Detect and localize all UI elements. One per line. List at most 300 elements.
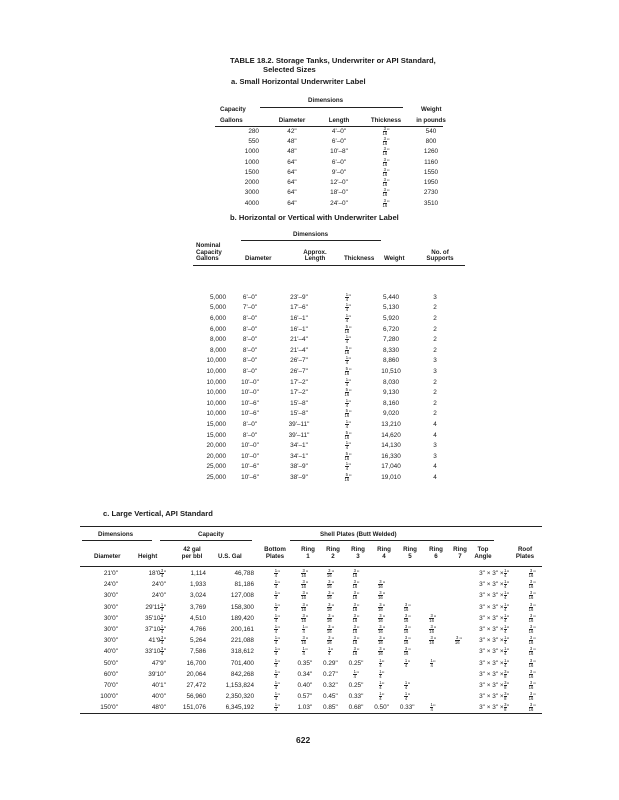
ring-6-cell bbox=[420, 680, 446, 691]
length-cell: 15'–8" bbox=[290, 399, 308, 407]
fraction: $\frac{3}{16}$ bbox=[528, 635, 534, 646]
table-row bbox=[80, 680, 547, 691]
bottom-cell: $\frac{1}{4}$ " bbox=[274, 679, 280, 690]
roof-cell: $\frac{3}{16}$ " bbox=[528, 590, 536, 601]
bbl-cell: 16,700 bbox=[186, 659, 206, 667]
gallons-cell: 5,000 bbox=[210, 304, 226, 312]
fraction: $\frac{1}{4}$ bbox=[504, 568, 507, 579]
supports-cell: 4 bbox=[433, 473, 437, 481]
diameter-cell: 48" bbox=[287, 137, 297, 145]
supports-cell: 2 bbox=[433, 378, 437, 386]
section-c-header-plates: Plates bbox=[265, 552, 285, 560]
weight-cell: 16,330 bbox=[381, 452, 401, 460]
ring-7-cell bbox=[446, 579, 472, 590]
fraction: $\frac{3}{16}$ bbox=[429, 635, 434, 646]
diameter-cell: 8'–0" bbox=[242, 431, 258, 439]
section-c-header-usgal: U.S. Gal bbox=[218, 553, 242, 560]
ring-6-cell bbox=[420, 568, 446, 579]
fraction: $\frac{5}{16}$ bbox=[344, 408, 350, 419]
gallons-cell: 1000 bbox=[244, 148, 259, 156]
fraction: $\frac{3}{16}$ bbox=[403, 612, 409, 623]
thickness-cell: $\frac{3}{16}$ " bbox=[382, 125, 390, 136]
ring-4-cell: $\frac{3}{16}$ " bbox=[378, 601, 386, 612]
fraction: $\frac{1}{2}$ bbox=[160, 612, 164, 623]
fraction: $\frac{3}{16}$ bbox=[352, 612, 358, 623]
gallons-cell: 5,000 bbox=[210, 293, 226, 301]
length-cell: 17'–6" bbox=[290, 304, 308, 312]
fraction: $\frac{3}{16}$ bbox=[326, 568, 332, 579]
section-c-top-rule bbox=[80, 526, 542, 527]
thickness-cell: $\frac{1}{4}$ " bbox=[345, 440, 351, 451]
top-angle-cell: 3" × 3" × $\frac{1}{4}$ " bbox=[479, 657, 510, 668]
table-row bbox=[196, 292, 460, 303]
ring-label: Ring bbox=[453, 546, 467, 553]
fraction: $\frac{1}{4}$ bbox=[379, 679, 382, 690]
table-row bbox=[196, 398, 460, 409]
ring-2-cell: $\frac{3}{16}$ " bbox=[326, 579, 334, 590]
fraction: $\frac{3}{16}$ bbox=[403, 646, 409, 657]
fraction: $\frac{3}{16}$ bbox=[382, 135, 388, 146]
fraction: $\frac{1}{4}$ bbox=[345, 291, 349, 302]
ring-3-cell: $\frac{3}{16}$ " bbox=[352, 601, 360, 612]
fraction: $\frac{3}{16}$ bbox=[378, 635, 383, 646]
section-c-heading: c. Large Vertical, API Standard bbox=[103, 509, 213, 518]
gallons-cell: 10,000 bbox=[206, 410, 226, 418]
ring-7-cell bbox=[446, 613, 472, 624]
table-row bbox=[80, 669, 547, 680]
fraction: $\frac{1}{4}$ bbox=[328, 646, 331, 657]
ring-3-cell: $\frac{1}{4}$ " bbox=[353, 668, 359, 679]
bbl-cell: 4,510 bbox=[190, 614, 206, 622]
fraction: $\frac{3}{16}$ bbox=[352, 579, 358, 590]
ring-2-cell: $\frac{3}{16}$ " bbox=[326, 601, 334, 612]
section-a-header-capacity: Capacity bbox=[220, 106, 246, 113]
fraction: $\frac{1}{4}$ bbox=[504, 612, 507, 623]
fraction: $\frac{3}{16}$ bbox=[352, 646, 358, 657]
gal-cell: 2,350,320 bbox=[225, 693, 254, 701]
ring-1-cell: 0.35" bbox=[297, 659, 313, 667]
length-cell: 23'–9" bbox=[290, 293, 308, 301]
thickness-cell: $\frac{3}{16}$ " bbox=[382, 156, 390, 167]
fraction: $\frac{1}{4}$ bbox=[504, 579, 507, 590]
weight-cell: 1950 bbox=[423, 179, 439, 187]
section-c-header-ring-5 bbox=[400, 547, 420, 560]
thickness-cell: $\frac{5}{16}$ " bbox=[344, 429, 352, 440]
ring-2-cell: $\frac{3}{16}$ " bbox=[326, 612, 334, 623]
table-row bbox=[196, 345, 460, 356]
section-a-header-weight: Weight bbox=[421, 106, 442, 113]
section-a-table bbox=[215, 114, 453, 208]
section-a-header-rule bbox=[215, 126, 443, 127]
weight-cell: 5,440 bbox=[383, 293, 399, 301]
weight-cell: 1260 bbox=[423, 148, 439, 156]
supports-cell: 2 bbox=[433, 410, 437, 418]
fraction: $\frac{1}{4}$ bbox=[345, 440, 349, 451]
ring-label: Ring bbox=[326, 546, 340, 553]
gallons-cell: 10,000 bbox=[206, 367, 226, 375]
fraction: $\frac{1}{4}$ bbox=[345, 461, 349, 472]
length-cell: 21'–4" bbox=[290, 346, 308, 354]
fraction: $\frac{3}{16}$ bbox=[301, 612, 306, 623]
fraction: $\frac{1}{4}$ bbox=[302, 646, 305, 657]
bottom-cell: $\frac{1}{4}$ " bbox=[274, 579, 280, 590]
fraction: $\frac{1}{4}$ bbox=[274, 679, 278, 690]
table-row bbox=[80, 646, 547, 657]
length-cell: 24'–0" bbox=[330, 199, 348, 207]
fraction: $\frac{1}{4}$ bbox=[345, 302, 349, 313]
table-row bbox=[196, 462, 460, 473]
ring-1-cell: 0.40" bbox=[297, 681, 313, 689]
ring-1-cell: 0.57" bbox=[297, 693, 313, 701]
fraction: $\frac{3}{16}$ bbox=[352, 601, 358, 612]
fraction: $\frac{3}{4}$ bbox=[160, 646, 164, 657]
ring-5-cell: $\frac{3}{16}$ " bbox=[403, 601, 411, 612]
supports-cell: 3 bbox=[433, 357, 437, 365]
table-title-line1: TABLE 18.2. Storage Tanks, Underwriter or API Standard, bbox=[230, 56, 436, 65]
bbl-cell: 7,586 bbox=[190, 648, 206, 656]
gal-cell: 842,268 bbox=[230, 670, 254, 678]
table-row bbox=[215, 188, 453, 198]
fraction: $\frac{3}{16}$ bbox=[528, 601, 534, 612]
roof-cell: $\frac{3}{16}$ " bbox=[528, 668, 536, 679]
weight-cell: 5,130 bbox=[383, 304, 399, 312]
diameter-cell: 70'0" bbox=[103, 681, 118, 689]
diameter-cell: 48" bbox=[287, 148, 297, 156]
fraction: $\frac{3}{16}$ bbox=[528, 590, 534, 601]
ring-1-cell: $\frac{3}{16}$ " bbox=[301, 612, 309, 623]
section-b-header-capacity: Capacity bbox=[196, 248, 222, 256]
ring-number: 4 bbox=[382, 552, 386, 560]
fraction: $\frac{3}{4}$ bbox=[160, 568, 164, 579]
gal-cell: 200,161 bbox=[230, 626, 254, 634]
diameter-cell: 42" bbox=[287, 127, 297, 135]
weight-cell: 9,130 bbox=[383, 389, 399, 397]
fraction: $\frac{1}{4}$ bbox=[504, 601, 507, 612]
diameter-cell: 10'–0" bbox=[241, 389, 259, 397]
fraction: $\frac{1}{4}$ bbox=[353, 668, 357, 679]
thickness-cell: $\frac{1}{4}$ " bbox=[345, 312, 351, 323]
top-angle-cell: 3" × 3" × $\frac{3}{8}$ " bbox=[479, 668, 510, 679]
ring-4-cell: $\frac{1}{4}$ " bbox=[379, 679, 385, 690]
top-angle-cell: 3" × 3" × $\frac{3}{8}$ " bbox=[479, 691, 510, 702]
section-b-header-rule bbox=[193, 265, 465, 266]
fraction: $\frac{3}{16}$ bbox=[301, 568, 306, 579]
section-c-header-42gal: 42 gal bbox=[183, 546, 201, 553]
supports-cell: 4 bbox=[433, 420, 437, 428]
table-row bbox=[196, 472, 460, 483]
roof-cell: $\frac{3}{16}$ " bbox=[528, 624, 536, 635]
supports-cell: 2 bbox=[433, 325, 437, 333]
diameter-cell: 60'0" bbox=[103, 670, 118, 678]
section-c-header-bottom: Bottom bbox=[264, 546, 286, 553]
fraction: $\frac{3}{16}$ bbox=[352, 590, 358, 601]
ring-6-cell: $\frac{3}{16}$ " bbox=[429, 624, 437, 635]
bottom-cell: $\frac{1}{4}$ " bbox=[274, 590, 280, 601]
table-title bbox=[230, 56, 436, 74]
ring-1-cell: $\frac{3}{16}$ " bbox=[301, 579, 309, 590]
thickness-cell: $\frac{1}{4}$ " bbox=[345, 461, 351, 472]
fraction: $\frac{1}{4}$ bbox=[345, 418, 349, 429]
supports-cell: 2 bbox=[433, 346, 437, 354]
section-b-header-length: Length bbox=[304, 255, 326, 262]
ring-7-cell bbox=[446, 669, 472, 680]
thickness-cell: $\frac{1}{4}$ " bbox=[345, 291, 351, 302]
ring-2-cell: $\frac{3}{16}$ " bbox=[326, 624, 334, 635]
ring-2-cell: 0.32" bbox=[323, 681, 338, 689]
bottom-cell: $\frac{1}{4}$ " bbox=[274, 612, 280, 623]
thickness-cell: $\frac{3}{16}$ " bbox=[382, 187, 390, 198]
length-cell: 12'–0" bbox=[330, 179, 348, 187]
roof-cell: $\frac{3}{16}$ " bbox=[528, 691, 536, 702]
table-row bbox=[196, 303, 460, 314]
section-b-header-nominal: Nominal bbox=[196, 242, 221, 249]
supports-cell: 2 bbox=[433, 399, 437, 407]
section-a-body bbox=[215, 126, 453, 208]
table-row bbox=[80, 702, 547, 713]
thickness-cell: $\frac{3}{16}$ " bbox=[382, 146, 390, 157]
fraction: $\frac{1}{4}$ bbox=[160, 624, 164, 635]
table-row bbox=[80, 590, 547, 601]
table-row bbox=[80, 579, 547, 590]
diameter-cell: 64" bbox=[287, 179, 297, 187]
bottom-cell: $\frac{1}{4}$ " bbox=[274, 702, 280, 713]
table-row bbox=[215, 177, 453, 187]
weight-cell: 7,280 bbox=[383, 336, 399, 344]
fraction: $\frac{3}{16}$ bbox=[378, 579, 383, 590]
fraction: $\frac{1}{4}$ bbox=[430, 657, 433, 668]
section-c-header-angle: Angle bbox=[474, 552, 492, 560]
fraction: $\frac{1}{4}$ bbox=[379, 668, 382, 679]
gallons-cell: 15,000 bbox=[206, 420, 226, 428]
bbl-cell: 4,766 bbox=[190, 626, 206, 634]
length-cell: 6'–0" bbox=[331, 137, 347, 145]
section-c-table bbox=[80, 568, 547, 713]
section-c-header-ring-7 bbox=[450, 547, 470, 560]
table-row bbox=[196, 356, 460, 367]
gal-cell: 127,008 bbox=[230, 592, 254, 600]
ring-number: 3 bbox=[356, 552, 360, 560]
roof-cell: $\frac{3}{16}$ " bbox=[528, 657, 536, 668]
section-c-group-dimensions: Dimensions bbox=[98, 531, 134, 538]
gal-cell: 81,186 bbox=[234, 581, 254, 589]
section-c-group-shell: Shell Plates (Butt Welded) bbox=[320, 531, 397, 538]
diameter-cell: 30'0" bbox=[103, 614, 118, 622]
height-cell: 24'0" bbox=[151, 581, 166, 589]
fraction: $\frac{3}{16}$ bbox=[429, 624, 434, 635]
diameter-cell: 10'–0" bbox=[241, 442, 259, 450]
supports-cell: 2 bbox=[433, 336, 437, 344]
fraction: $\frac{3}{16}$ bbox=[528, 691, 534, 702]
fraction: $\frac{1}{4}$ bbox=[379, 691, 382, 702]
table-row bbox=[196, 324, 460, 335]
section-c-dim-rule bbox=[82, 540, 152, 541]
ring-4-cell: $\frac{3}{16}$ " bbox=[378, 590, 386, 601]
ring-2-cell: $\frac{3}{16}$ " bbox=[326, 635, 334, 646]
fraction: $\frac{1}{4}$ bbox=[430, 702, 433, 713]
gal-cell: 6,345,192 bbox=[225, 704, 254, 712]
height-cell: 35'10 $\frac{1}{2}$ " bbox=[144, 612, 166, 623]
ring-4-cell: $\frac{3}{16}$ " bbox=[378, 579, 386, 590]
fraction: $\frac{3}{16}$ bbox=[528, 624, 534, 635]
roof-cell: $\frac{3}{16}$ " bbox=[528, 601, 536, 612]
fraction: $\frac{3}{4}$ bbox=[160, 635, 164, 646]
fraction: $\frac{3}{16}$ bbox=[528, 612, 534, 623]
ring-label: Ring bbox=[301, 546, 315, 553]
length-cell: 34'–1" bbox=[290, 452, 308, 460]
bbl-cell: 3,769 bbox=[190, 603, 206, 611]
ring-3-cell: $\frac{3}{16}$ " bbox=[352, 624, 360, 635]
thickness-cell: $\frac{1}{4}$ " bbox=[345, 334, 351, 345]
ring-2-cell: 0.85" bbox=[323, 704, 338, 712]
fraction: $\frac{1}{4}$ bbox=[345, 376, 349, 387]
supports-cell: 4 bbox=[433, 431, 437, 439]
fraction: $\frac{3}{16}$ bbox=[528, 646, 534, 657]
gallons-cell: 280 bbox=[248, 127, 259, 135]
ring-4-cell: $\frac{3}{16}$ " bbox=[378, 646, 386, 657]
ring-3-cell: $\frac{3}{16}$ " bbox=[352, 590, 360, 601]
top-angle-cell: 3" × 3" × $\frac{1}{4}$ " bbox=[479, 601, 510, 612]
table-row bbox=[196, 313, 460, 324]
table-row bbox=[80, 658, 547, 669]
bbl-cell: 1,933 bbox=[190, 581, 206, 589]
height-cell: 40'0" bbox=[151, 693, 166, 701]
ring-5-cell bbox=[394, 579, 420, 590]
fraction: $\frac{1}{4}$ bbox=[274, 668, 278, 679]
top-angle-cell: 3" × 3" × $\frac{1}{4}$ " bbox=[479, 624, 510, 635]
fraction: $\frac{5}{16}$ bbox=[344, 450, 350, 461]
gal-cell: 701,400 bbox=[230, 659, 254, 667]
fraction: $\frac{3}{16}$ bbox=[378, 612, 383, 623]
section-c-headers bbox=[80, 543, 542, 565]
ring-4-cell: $\frac{3}{16}$ " bbox=[378, 635, 386, 646]
gallons-cell: 10,000 bbox=[206, 389, 226, 397]
diameter-cell: 21'0" bbox=[103, 570, 118, 578]
fraction: $\frac{3}{16}$ bbox=[403, 635, 409, 646]
top-angle-cell: 3" × 3" × $\frac{3}{8}$ " bbox=[479, 702, 510, 713]
diameter-cell: 100'0" bbox=[100, 693, 118, 701]
ring-2-cell: 0.45" bbox=[323, 693, 338, 701]
supports-cell: 3 bbox=[433, 367, 437, 375]
ring-1-cell: $\frac{1}{4}$ " bbox=[302, 646, 308, 657]
gallons-cell: 550 bbox=[248, 137, 259, 145]
gal-cell: 318,612 bbox=[230, 648, 254, 656]
section-c-header-height: Height bbox=[138, 553, 158, 560]
supports-cell: 3 bbox=[433, 452, 437, 460]
section-c-header-ring-4 bbox=[374, 547, 394, 560]
length-cell: 38'–9" bbox=[290, 463, 308, 471]
table-row bbox=[80, 624, 547, 635]
fraction: $\frac{3}{8}$ bbox=[504, 691, 507, 702]
gallons-cell: 25,000 bbox=[206, 463, 226, 471]
fraction: $\frac{1}{4}$ bbox=[274, 635, 278, 646]
fraction: $\frac{1}{4}$ bbox=[345, 312, 349, 323]
height-cell: 47'9" bbox=[151, 659, 166, 667]
diameter-cell: 8'–0" bbox=[242, 357, 258, 365]
ring-3-cell: 0.33" bbox=[348, 693, 364, 701]
fraction: $\frac{1}{4}$ bbox=[274, 590, 278, 601]
height-cell: 40'1" bbox=[151, 681, 166, 689]
ring-2-cell: $\frac{3}{16}$ " bbox=[326, 568, 334, 579]
fraction: $\frac{3}{16}$ bbox=[382, 156, 388, 167]
section-a-heading: a. Small Horizontal Underwriter Label bbox=[231, 77, 366, 86]
bbl-cell: 20,064 bbox=[186, 670, 206, 678]
top-angle-cell: 3" × 3" × $\frac{1}{4}$ " bbox=[479, 635, 510, 646]
diameter-cell: 6'–0" bbox=[242, 293, 258, 301]
bottom-cell: $\frac{1}{4}$ " bbox=[274, 668, 280, 679]
length-cell: 21'–4" bbox=[290, 336, 308, 344]
ring-6-cell bbox=[420, 590, 446, 601]
thickness-cell: $\frac{1}{4}$ " bbox=[345, 355, 351, 366]
weight-cell: 8,860 bbox=[383, 357, 399, 365]
ring-7-cell: $\frac{3}{16}$ " bbox=[454, 635, 462, 646]
section-b-header-thickness: Thickness bbox=[344, 255, 375, 262]
fraction: $\frac{3}{16}$ bbox=[382, 197, 388, 208]
table-row bbox=[196, 440, 460, 451]
fraction: $\frac{3}{8}$ bbox=[504, 679, 507, 690]
thickness-cell: $\frac{5}{16}$ " bbox=[344, 450, 352, 461]
gallons-cell: 2000 bbox=[244, 179, 259, 187]
weight-cell: 14,620 bbox=[381, 431, 401, 439]
fraction: $\frac{3}{16}$ bbox=[454, 635, 460, 646]
fraction: $\frac{3}{16}$ bbox=[352, 635, 358, 646]
section-c-header-rule bbox=[80, 566, 542, 567]
ring-number: 7 bbox=[458, 552, 462, 560]
table-row bbox=[196, 366, 460, 377]
fraction: $\frac{3}{16}$ bbox=[528, 668, 534, 679]
diameter-cell: 7'–0" bbox=[242, 304, 258, 312]
length-cell: 39'–11" bbox=[288, 431, 310, 439]
gallons-cell: 6,000 bbox=[210, 325, 226, 333]
table-row bbox=[215, 198, 453, 208]
gallons-cell: 10,000 bbox=[206, 378, 226, 386]
bottom-cell: $\frac{1}{4}$ " bbox=[274, 657, 280, 668]
table-row bbox=[215, 136, 453, 146]
ring-2-cell: 0.27" bbox=[323, 670, 338, 678]
fraction: $\frac{3}{16}$ bbox=[528, 568, 534, 579]
ring-1-cell: $\frac{1}{4}$ " bbox=[302, 624, 308, 635]
section-c-header-ring-6 bbox=[426, 547, 446, 560]
fraction: $\frac{1}{4}$ bbox=[274, 612, 278, 623]
gallons-cell: 1000 bbox=[244, 158, 259, 166]
bbl-cell: 27,472 bbox=[186, 681, 206, 689]
weight-cell: 3510 bbox=[423, 199, 439, 207]
section-a-header-thickness: Thickness bbox=[370, 116, 402, 124]
length-cell: 10'–8" bbox=[330, 148, 348, 156]
fraction: $\frac{3}{16}$ bbox=[528, 679, 534, 690]
ring-7-cell bbox=[446, 590, 472, 601]
fraction: $\frac{1}{4}$ bbox=[404, 691, 408, 702]
ring-5-cell: $\frac{3}{16}$ " bbox=[403, 646, 411, 657]
gal-cell: 189,420 bbox=[230, 614, 254, 622]
fraction: $\frac{3}{16}$ bbox=[378, 590, 383, 601]
fraction: $\frac{3}{16}$ bbox=[378, 646, 383, 657]
top-angle-cell: 3" × 3" × $\frac{1}{4}$ " bbox=[479, 590, 510, 601]
thickness-cell: $\frac{5}{16}$ " bbox=[344, 365, 352, 376]
length-cell: 26'–7" bbox=[290, 367, 308, 375]
section-c-header-ring-2 bbox=[323, 547, 343, 560]
section-a-group-header: Dimensions bbox=[308, 97, 344, 104]
ring-6-cell bbox=[420, 602, 446, 613]
height-cell: 41'9 $\frac{3}{4}$ " bbox=[148, 635, 166, 646]
length-cell: 18'–0" bbox=[330, 189, 348, 197]
length-cell: 26'–7" bbox=[290, 357, 308, 365]
diameter-cell: 8'–0" bbox=[242, 336, 258, 344]
weight-cell: 8,330 bbox=[383, 346, 399, 354]
ring-4-cell: $\frac{1}{4}$ " bbox=[379, 691, 385, 702]
ring-6-cell bbox=[420, 579, 446, 590]
page-number: 622 bbox=[296, 735, 311, 745]
ring-5-cell: 0.33" bbox=[399, 704, 415, 712]
